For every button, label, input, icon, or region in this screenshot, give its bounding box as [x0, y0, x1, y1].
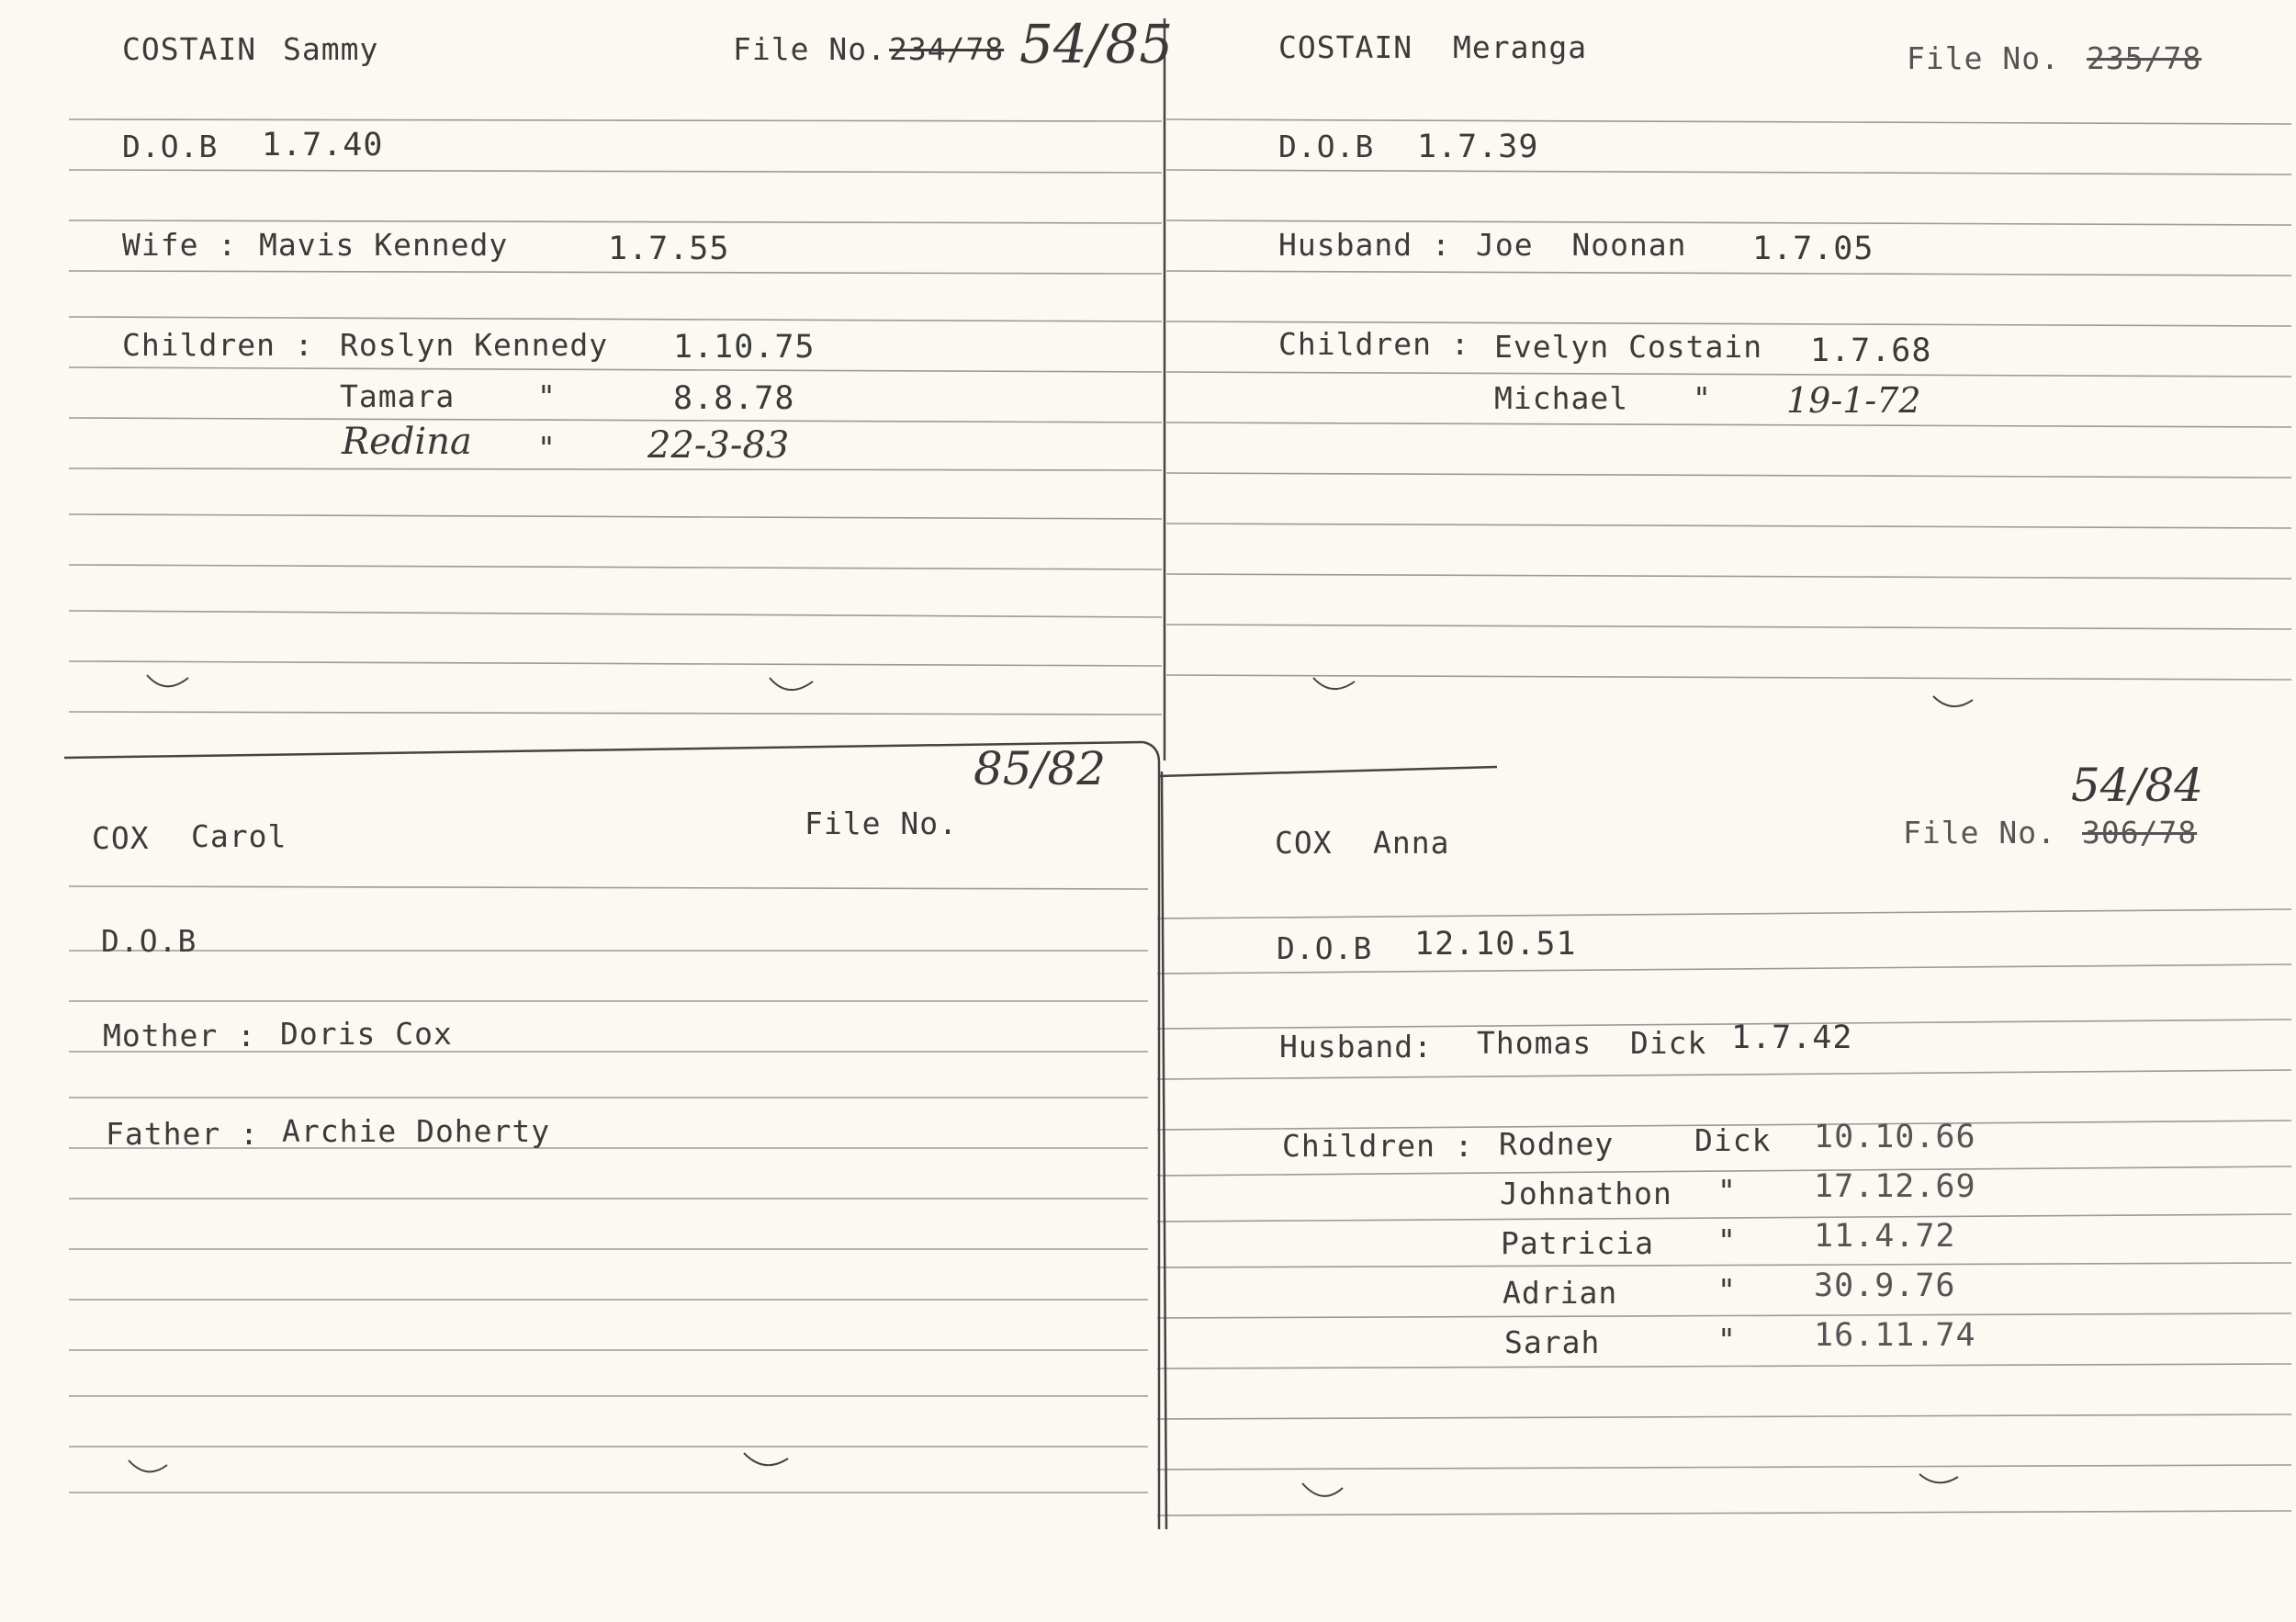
- dob-label: D.O.B: [1278, 129, 1375, 164]
- child-dob: 17.12.69: [1814, 1168, 1976, 1205]
- dob-value: 1.7.39: [1417, 129, 1539, 165]
- child-dob: 10.10.66: [1814, 1119, 1976, 1155]
- child-name-handwritten: Redina: [342, 421, 472, 463]
- file-number-struck: 234/78: [889, 31, 1005, 67]
- file-number-label: File No.: [805, 805, 958, 841]
- spouse-label: Wife :: [122, 227, 238, 263]
- child-name: Roslyn Kennedy: [340, 327, 609, 363]
- child-name: Tamara: [340, 378, 456, 414]
- child-name: Patricia: [1501, 1225, 1654, 1261]
- child-dob: 16.11.74: [1814, 1317, 1976, 1354]
- child-dob: 1.10.75: [673, 329, 816, 366]
- card-given-name: Sammy: [283, 31, 379, 67]
- card-surname: COSTAIN: [1278, 29, 1413, 65]
- child-name: Sarah: [1504, 1324, 1601, 1360]
- father-label: Father :: [106, 1116, 259, 1152]
- card-surname: COSTAIN: [122, 31, 257, 67]
- file-number-handwritten: 54/85: [1019, 13, 1174, 75]
- card-surname: COX: [1275, 825, 1333, 861]
- children-label: Children :: [1278, 326, 1470, 362]
- dob-label: D.O.B: [101, 923, 197, 959]
- file-number-struck: 235/78: [2087, 40, 2202, 76]
- dob-label: D.O.B: [122, 129, 219, 164]
- spouse-label: Husband:: [1279, 1029, 1433, 1064]
- child-dob: 8.8.78: [673, 380, 795, 417]
- child-dob-handwritten: 22-3-83: [647, 424, 790, 467]
- child-dob-handwritten: 19-1-72: [1786, 380, 1921, 421]
- ditto-mark: ": [1717, 1222, 1737, 1258]
- spouse-dob: 1.7.42: [1731, 1019, 1853, 1056]
- spouse-dob: 1.7.05: [1752, 231, 1874, 267]
- card-given-name: Anna: [1373, 825, 1450, 861]
- spouse-name: Mavis Kennedy: [259, 227, 509, 263]
- file-number-handwritten: 54/84: [2071, 759, 2204, 812]
- card-given-name: Carol: [191, 818, 287, 854]
- spouse-name: Joe Noonan: [1476, 227, 1687, 263]
- spouse-dob: 1.7.55: [608, 231, 730, 267]
- ditto-mark: ": [1717, 1173, 1737, 1209]
- spouse-label: Husband :: [1278, 227, 1451, 263]
- dob-label: D.O.B: [1277, 930, 1373, 966]
- child-dob: 1.7.68: [1810, 332, 1932, 369]
- children-label: Children :: [1282, 1128, 1474, 1164]
- dob-value: 12.10.51: [1414, 926, 1577, 963]
- file-number-handwritten: 85/82: [974, 742, 1107, 795]
- spouse-name: Thomas Dick: [1477, 1025, 1707, 1061]
- child-name: Adrian: [1503, 1275, 1618, 1311]
- child-surname: Dick: [1694, 1122, 1772, 1158]
- child-dob: 11.4.72: [1814, 1218, 1956, 1255]
- child-name: Evelyn Costain: [1494, 329, 1763, 365]
- file-number-label: File No.: [733, 31, 886, 67]
- child-dob: 30.9.76: [1814, 1267, 1956, 1304]
- file-number-struck: 306/78: [2082, 815, 2198, 850]
- children-label: Children :: [122, 327, 314, 363]
- card-surname: COX: [92, 820, 150, 856]
- file-number-label: File No.: [1907, 40, 2060, 76]
- ditto-mark: ": [1717, 1272, 1737, 1308]
- file-number-label: File No.: [1903, 815, 2056, 850]
- card-given-name: Meranga: [1453, 29, 1588, 65]
- ditto-mark: ": [1717, 1322, 1737, 1357]
- father-name: Archie Doherty: [282, 1113, 551, 1149]
- ditto-mark: ": [537, 430, 557, 466]
- dob-value: 1.7.40: [262, 127, 384, 163]
- ditto-mark: ": [1693, 380, 1712, 416]
- mother-name: Doris Cox: [280, 1016, 453, 1052]
- child-name: Michael: [1494, 380, 1629, 416]
- ditto-mark: ": [537, 378, 557, 414]
- child-name: Rodney: [1499, 1126, 1615, 1162]
- child-name: Johnathon: [1500, 1176, 1672, 1211]
- mother-label: Mother :: [103, 1018, 256, 1053]
